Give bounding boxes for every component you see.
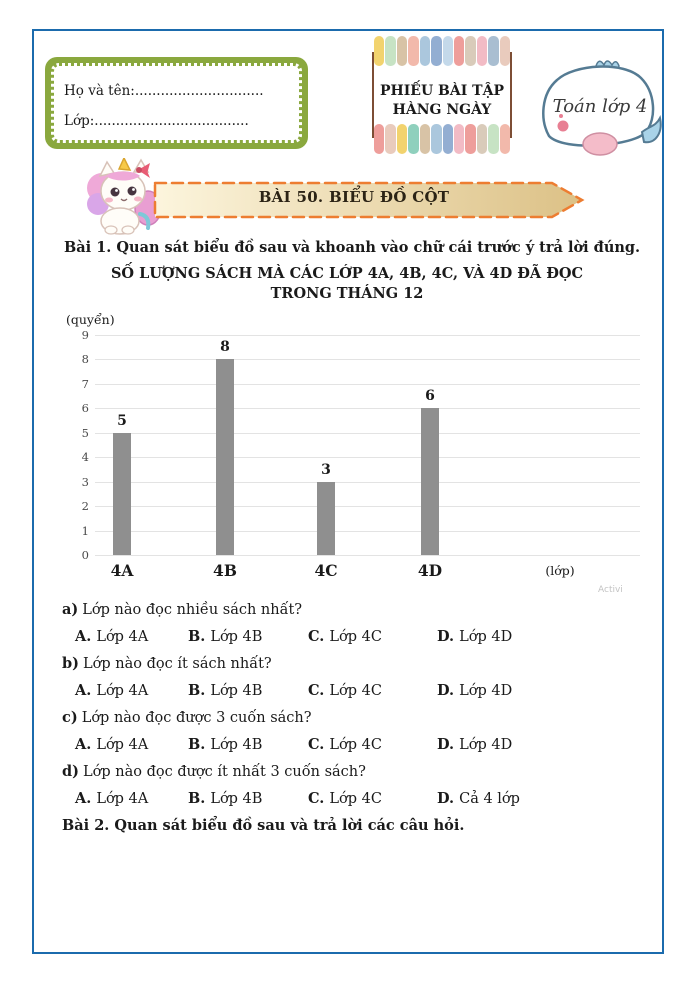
- chart-title: [0, 264, 694, 304]
- y-tick-label: 9: [81, 328, 89, 342]
- y-tick-label: 5: [81, 425, 89, 440]
- option-text: Lớp 4A: [96, 683, 149, 699]
- x-category-label: 4D: [417, 561, 443, 580]
- bar-4B: [216, 359, 234, 555]
- option-key: C.: [308, 682, 325, 699]
- scallop-pill: [465, 124, 475, 154]
- scallop-pill: [385, 124, 395, 154]
- question-a-label: a): [62, 601, 79, 618]
- option-text: Lớp 4B: [210, 683, 263, 699]
- option-text: Lớp 4B: [210, 791, 263, 807]
- watermark: Activi: [598, 585, 623, 595]
- question-c-label: c): [62, 709, 78, 726]
- scallop-decoration-top: [374, 36, 510, 66]
- scallop-pill: [431, 36, 441, 66]
- y-tick-label: 6: [81, 401, 89, 416]
- question-d: [62, 758, 640, 785]
- option-key: A.: [75, 628, 92, 645]
- option-text: Lớp 4D: [459, 683, 513, 699]
- scallop-pill: [408, 124, 418, 154]
- question-b: [62, 650, 640, 677]
- class-line: Lớp:....................................: [64, 113, 249, 129]
- scallop-decoration-bottom: [374, 124, 510, 154]
- scallop-pill: [488, 124, 498, 154]
- scallop-pill: [397, 124, 407, 154]
- student-info-inner: [51, 63, 302, 143]
- y-tick-label: 8: [81, 352, 89, 367]
- option-a-C: [308, 623, 437, 651]
- option-b-C: [308, 677, 437, 705]
- exercise1-heading: Bài 1. Quan sát biểu đồ sau và khoanh vào chữ cái trước ý trả lời đúng.: [64, 239, 641, 256]
- lesson-banner: [152, 176, 586, 224]
- option-b-A: [75, 677, 188, 705]
- option-key: A.: [75, 790, 92, 807]
- gridline: [95, 359, 640, 360]
- gridline: [95, 555, 640, 556]
- gridline: [95, 408, 640, 409]
- question-b-text: Lớp nào đọc ít sách nhất?: [83, 656, 272, 672]
- option-text: Lớp 4D: [459, 737, 513, 753]
- gridline: [95, 531, 640, 532]
- bar-value-label: 8: [220, 339, 230, 356]
- option-text: Lớp 4B: [210, 737, 263, 753]
- question-a: [62, 596, 640, 623]
- option-key: D.: [437, 790, 455, 807]
- option-key: B.: [188, 790, 206, 807]
- option-text: Lớp 4B: [210, 629, 263, 645]
- scallop-pill: [477, 124, 487, 154]
- scallop-pill: [408, 36, 418, 66]
- bar-4A: [113, 433, 131, 555]
- lesson-title: BÀI 50. BIỂU ĐỒ CỘT: [258, 188, 450, 206]
- scallop-pill: [374, 36, 384, 66]
- option-key: B.: [188, 736, 206, 753]
- option-d-A: [75, 785, 188, 813]
- option-a-B: [188, 623, 308, 651]
- option-text: Lớp 4D: [459, 629, 513, 645]
- option-b-D: [437, 677, 640, 705]
- sheet-title-line2: HÀNG NGÀY: [392, 102, 492, 118]
- sheet-title-line1: PHIẾU BÀI TẬP: [380, 83, 504, 99]
- question-b-label: b): [62, 655, 79, 672]
- bar-value-label: 5: [117, 412, 127, 429]
- option-d-D: [437, 785, 640, 813]
- y-tick-label: 3: [81, 474, 89, 489]
- option-c-A: [75, 731, 188, 759]
- option-c-B: [188, 731, 308, 759]
- question-a-options: [75, 623, 640, 650]
- option-key: A.: [75, 682, 92, 699]
- option-key: C.: [308, 736, 325, 753]
- y-tick-label: 0: [81, 548, 89, 562]
- bar-chart: [81, 328, 640, 580]
- exercise2-heading: Bài 2. Quan sát biểu đồ sau và trả lời các câu hỏi.: [62, 817, 465, 834]
- x-axis-unit-label: (lớp): [545, 563, 575, 578]
- x-category-label: 4B: [213, 561, 237, 580]
- y-tick-label: 2: [81, 499, 89, 514]
- y-tick-label: 1: [81, 523, 89, 538]
- gridline: [95, 335, 640, 336]
- scallop-pill: [488, 36, 498, 66]
- gridline: [95, 433, 640, 434]
- y-tick-label: 7: [81, 376, 89, 391]
- option-text: Lớp 4A: [96, 737, 149, 753]
- scallop-pill: [477, 36, 487, 66]
- scallop-pill: [443, 36, 453, 66]
- scallop-pill: [385, 36, 395, 66]
- question-c-options: [75, 731, 640, 758]
- gridline: [95, 457, 640, 458]
- scallop-pill: [397, 36, 407, 66]
- option-a-D: [437, 623, 640, 651]
- option-key: A.: [75, 736, 92, 753]
- option-key: C.: [308, 628, 325, 645]
- option-key: C.: [308, 790, 325, 807]
- question-a-text: Lớp nào đọc nhiều sách nhất?: [82, 602, 303, 618]
- whale-badge: [536, 52, 664, 160]
- option-text: Lớp 4C: [329, 791, 382, 807]
- bar-value-label: 3: [321, 461, 331, 478]
- option-text: Lớp 4C: [329, 629, 382, 645]
- badge-text: Toán lớp 4: [552, 96, 648, 117]
- scallop-pill: [443, 124, 453, 154]
- scallop-pill: [420, 124, 430, 154]
- y-axis-unit-label: (quyển): [66, 312, 115, 327]
- bar-value-label: 6: [425, 388, 435, 405]
- option-c-D: [437, 731, 640, 759]
- option-key: B.: [188, 682, 206, 699]
- question-d-options: [75, 785, 640, 812]
- chart-title-line1: SỐ LƯỢNG SÁCH MÀ CÁC LỚP 4A, 4B, 4C, VÀ 4D ĐÃ ĐỌC: [110, 265, 584, 282]
- scallop-pill: [454, 36, 464, 66]
- student-info-box: [45, 57, 308, 149]
- chart-title-line2: TRONG THÁNG 12: [270, 285, 424, 302]
- name-line: Họ và tên:..............................: [64, 83, 264, 99]
- scallop-pill: [465, 36, 475, 66]
- sheet-title-box: [372, 36, 512, 154]
- option-key: D.: [437, 628, 455, 645]
- option-d-B: [188, 785, 308, 813]
- questions-section: [62, 596, 640, 839]
- scallop-pill: [500, 124, 510, 154]
- scallop-pill: [374, 124, 384, 154]
- option-b-B: [188, 677, 308, 705]
- scallop-pill: [454, 124, 464, 154]
- gridline: [95, 506, 640, 507]
- question-d-text: Lớp nào đọc được ít nhất 3 cuốn sách?: [83, 764, 366, 780]
- question-c-text: Lớp nào đọc được 3 cuốn sách?: [81, 710, 312, 726]
- bar-4C: [317, 482, 335, 555]
- option-c-C: [308, 731, 437, 759]
- option-a-A: [75, 623, 188, 651]
- gridline: [95, 384, 640, 385]
- option-key: D.: [437, 736, 455, 753]
- option-text: Lớp 4C: [329, 737, 382, 753]
- option-text: Lớp 4A: [96, 629, 149, 645]
- x-category-label: 4C: [314, 561, 338, 580]
- option-key: B.: [188, 628, 206, 645]
- x-category-label: 4A: [110, 561, 134, 580]
- sheet-title: [372, 82, 512, 120]
- scallop-pill: [500, 36, 510, 66]
- bar-4D: [421, 408, 439, 555]
- option-key: D.: [437, 682, 455, 699]
- y-tick-label: 4: [81, 450, 89, 465]
- question-d-label: d): [62, 763, 79, 780]
- scallop-pill: [420, 36, 430, 66]
- option-text: Lớp 4C: [329, 683, 382, 699]
- option-text: Cả 4 lớp: [459, 791, 520, 807]
- option-text: Lớp 4A: [96, 791, 149, 807]
- gridline: [95, 482, 640, 483]
- scallop-pill: [431, 124, 441, 154]
- option-d-C: [308, 785, 437, 813]
- question-c: [62, 704, 640, 731]
- question-b-options: [75, 677, 640, 704]
